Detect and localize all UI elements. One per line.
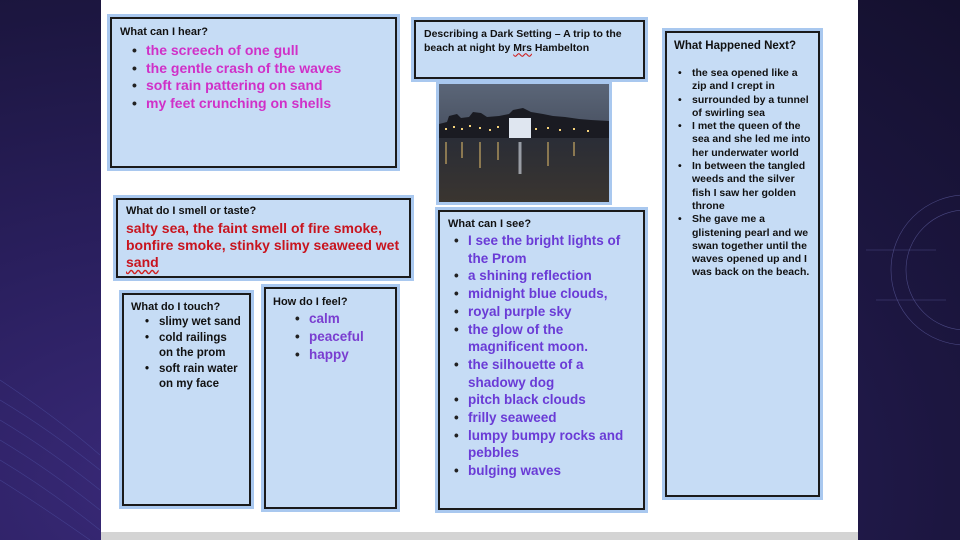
smell-text: salty sea, the faint smell of fire smoke, bonfire smoke, stinky slimy seaweed wet sand	[126, 220, 400, 270]
touch-title: What do I touch?	[131, 301, 221, 313]
next-title: What Happened Next?	[674, 40, 797, 52]
smell-box	[116, 198, 411, 278]
list-item: • frilly seaweed	[452, 409, 635, 427]
bottom-bar	[101, 532, 858, 540]
list-item: • In between the tangled weeds and the silver fish I saw her golden throne	[676, 160, 811, 213]
list-item: • I met the queen of the sea and she led me into her underwater world	[676, 120, 811, 160]
list-item: • the silhouette of a shadowy dog	[452, 356, 635, 391]
beach-night-photo-graphic	[439, 84, 609, 202]
list-item: • soft rain pattering on sand	[130, 77, 387, 95]
touch-box	[122, 293, 251, 506]
list-item: • midnight blue clouds,	[452, 285, 635, 303]
list-item: • She gave me a glistening pearl and we swan together until the waves opened up and I was back on the beach.	[676, 213, 811, 279]
list-item: • the glow of the magnificent moon.	[452, 321, 635, 356]
list-item: • royal purple sky	[452, 303, 635, 321]
what-happened-next-box	[665, 31, 820, 497]
decorative-lines-left	[0, 0, 100, 540]
feel-box	[264, 287, 397, 509]
describe-title-box	[414, 20, 645, 79]
list-item: • surrounded by a tunnel of swirling sea	[676, 94, 811, 121]
describe-title-line1: Describing a Dark Setting – A trip to the	[424, 28, 622, 40]
feel-title: How do I feel?	[273, 296, 348, 308]
worksheet-image	[101, 0, 858, 536]
list-item: • peaceful	[293, 328, 388, 346]
describe-title-line2: beach at night by Mrs Hambelton	[424, 41, 590, 54]
list-item: • the sea opened like a zip and I crept in	[676, 67, 811, 94]
list-item: • lumpy bumpy rocks and pebbles	[452, 427, 635, 462]
see-box	[438, 210, 645, 510]
hear-title: What can I hear?	[120, 26, 209, 38]
list-item: • pitch black clouds	[452, 391, 635, 409]
list-item: • cold railings on the prom	[143, 331, 242, 362]
list-item: • bulging waves	[452, 462, 635, 480]
list-item: • the gentle crash of the waves	[130, 60, 387, 78]
list-item: • I see the bright lights of the Prom	[452, 232, 635, 267]
list-item: • the screech of one gull	[130, 42, 387, 60]
list-item: • calm	[293, 310, 388, 328]
see-title: What can I see?	[448, 218, 532, 230]
beach-night-photo	[439, 84, 609, 202]
smell-title: What do I smell or taste?	[126, 205, 257, 217]
list-item: • my feet crunching on shells	[130, 95, 387, 113]
list-item: • slimy wet sand	[143, 315, 242, 331]
hear-box	[110, 17, 397, 168]
decorative-lines-right	[856, 0, 960, 540]
list-item: • soft rain water on my face	[143, 362, 242, 393]
list-item: • a shining reflection	[452, 267, 635, 285]
list-item: • happy	[293, 346, 388, 364]
